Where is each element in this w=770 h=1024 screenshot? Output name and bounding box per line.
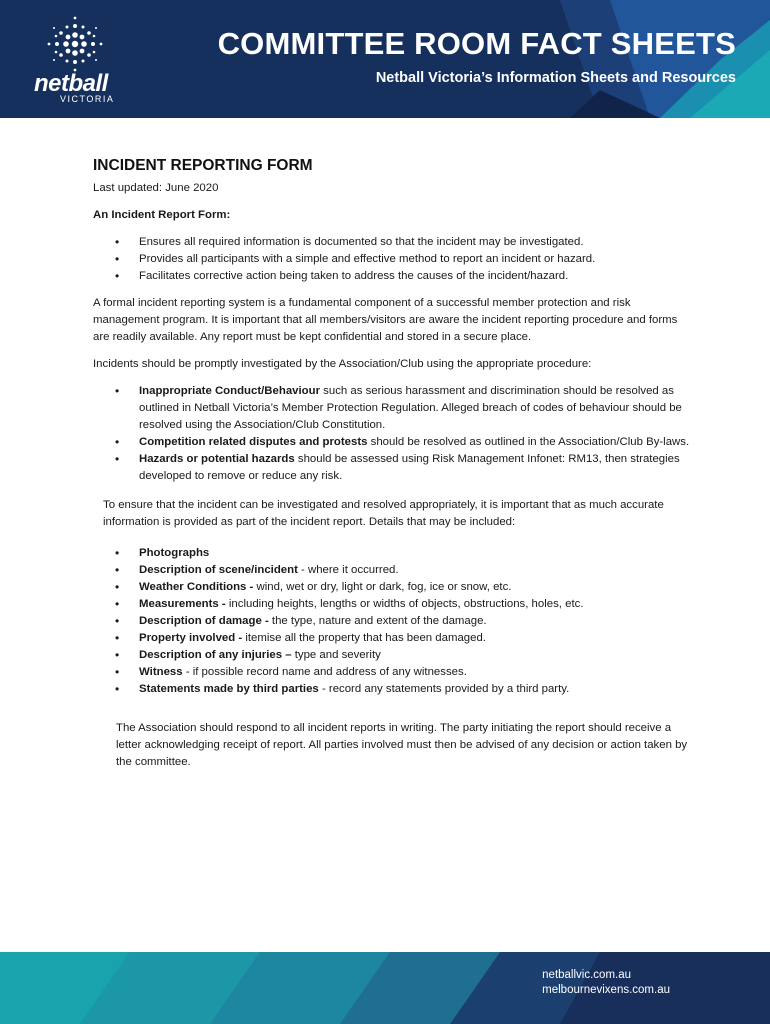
list-item: [139, 681, 693, 698]
list-item-bold: Weather Conditions -: [139, 581, 254, 593]
list-item-bold: Photographs: [139, 547, 210, 559]
list-item-text: type and severity: [291, 649, 381, 661]
list-item-text: such as serious harassment and discrimination should be resolved as outlined in Netball Victoria’s Member Protection Regulation. Alleged breach of codes of behaviour should be resolved using the Association/Club Constitution.: [139, 385, 682, 431]
purpose-list: [93, 234, 693, 285]
list-item-bold: Description of any injuries –: [139, 649, 292, 661]
document-body: [93, 157, 693, 781]
page-header: [0, 0, 770, 118]
list-item: [139, 545, 693, 562]
list-item-bold: Witness: [139, 666, 183, 678]
logo-subtitle: VICTORIA: [60, 94, 115, 104]
last-updated: Last updated: June 2020: [93, 182, 219, 194]
list-item-text: wind, wet or dry, light or dark, fog, ice or snow, etc.: [253, 581, 512, 593]
list-item-text: should be resolved as outlined in the Association/Club By-laws.: [367, 436, 690, 448]
list-item-bold: Competition related disputes and protests: [139, 436, 368, 448]
page-footer: [0, 952, 770, 1024]
paragraph-details: To ensure that the incident can be investigated and resolved appropriately, it is important that as much accurate information is provided as part of the incident report. Details that may be included:: [103, 499, 664, 528]
list-item-bold: Statements made by third parties: [139, 683, 319, 695]
list-item: [139, 630, 693, 647]
list-item: [139, 451, 693, 485]
footer-link-melbournevixens[interactable]: melbournevixens.com.au: [542, 984, 670, 996]
purpose-heading: An Incident Report Form:: [93, 209, 231, 221]
header-title: COMMITTEE ROOM FACT SHEETS: [217, 26, 736, 61]
footer-links: [542, 968, 670, 998]
list-item-text: - record any statements provided by a third party.: [318, 683, 570, 695]
list-item: [139, 383, 693, 434]
paragraph-reporting-system: A formal incident reporting system is a fundamental component of a successful member protection and risk management program. It is important that all members/visitors are aware the incident reporting procedure and forms are readily available. Any report must be kept confidential and stored in a secure place.: [93, 297, 678, 343]
list-item: • Provides all participants with a simple and effective method to report an incident or hazard.: [139, 251, 693, 268]
list-item-bold: Property involved -: [139, 632, 243, 644]
logo-wordmark: netball: [34, 70, 108, 97]
details-list: [93, 545, 693, 698]
list-item-text: itemise all the property that has been damaged.: [242, 632, 486, 644]
header-subtitle: Netball Victoria’s Information Sheets and Resources: [375, 70, 736, 86]
procedure-list: [93, 383, 693, 485]
list-item: [139, 613, 693, 630]
paragraph-response: The Association should respond to all incident reports in writing. The party initiating the report should receive a letter acknowledging receipt of report. All parties involved must then be advised of any decision or action taken by the committee.: [116, 722, 688, 768]
list-item-text: - if possible record name and address of any witnesses.: [182, 666, 467, 678]
list-item: [139, 579, 693, 596]
document-title: INCIDENT REPORTING FORM: [93, 157, 313, 174]
list-item-bold: Inappropriate Conduct/Behaviour: [139, 385, 320, 397]
list-item: [139, 664, 693, 681]
list-item-bold: Measurements -: [139, 598, 226, 610]
footer-link-netballvic[interactable]: netballvic.com.au: [542, 969, 632, 981]
list-item-text: - where it occurred.: [297, 564, 399, 576]
list-item: [139, 562, 693, 579]
list-item: [139, 434, 693, 451]
list-item: [139, 647, 693, 664]
list-item-text: the type, nature and extent of the damage.: [268, 615, 487, 627]
list-item: • Facilitates corrective action being taken to address the causes of the incident/hazard.: [139, 268, 693, 285]
list-item-bold: Description of scene/incident: [139, 564, 298, 576]
list-item-bold: Description of damage -: [139, 615, 269, 627]
list-item: • Ensures all required information is documented so that the incident may be investigated.: [139, 234, 693, 251]
list-item: [139, 596, 693, 613]
list-item-text: including heights, lengths or widths of objects, obstructions, holes, etc.: [225, 598, 584, 610]
paragraph-investigation: Incidents should be promptly investigated by the Association/Club using the appropriate procedure:: [93, 358, 592, 370]
list-item-text: should be assessed using Risk Management Infonet: RM13, then strategies developed to remove or reduce any risk.: [139, 453, 680, 482]
list-item-bold: Hazards or potential hazards: [139, 453, 295, 465]
